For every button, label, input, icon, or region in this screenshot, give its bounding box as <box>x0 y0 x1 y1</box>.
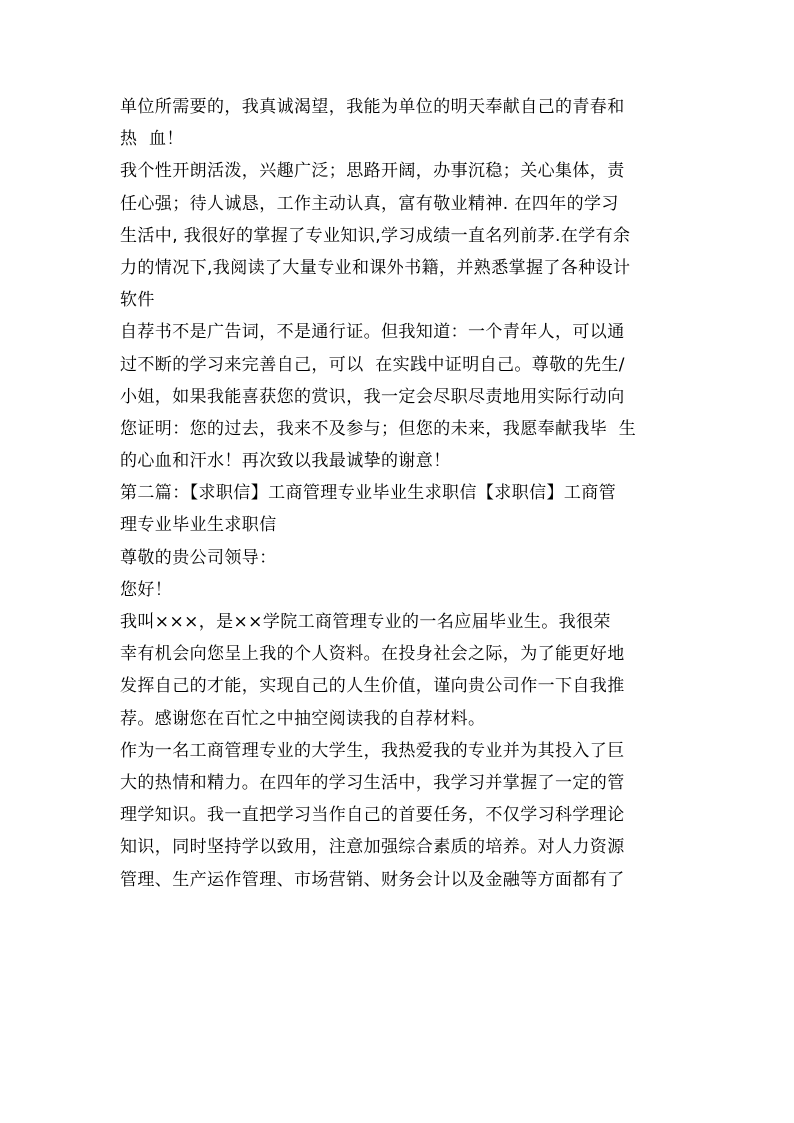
text-line: 您证明：您的过去，我来不及参与；但您的未来，我愿奉献我毕 生 <box>120 418 637 439</box>
section-heading-line: 理专业毕业生求职信 <box>120 515 277 536</box>
text-line: 生活中, 我很好的掌握了专业知识,学习成绩一直名列前茅.在学有余 <box>120 225 631 246</box>
section-heading-line: 第二篇：【求职信】工商管理专业毕业生求职信【求职信】工商管 <box>120 483 617 504</box>
text-line: 热 血！ <box>120 129 184 150</box>
text-line: 过不断的学习来完善自己，可以 在实践中证明自己。尊敬的先生/ <box>120 354 625 375</box>
text-line: 自荐书不是广告词，不是通行证。但我知道：一个青年人，可以通 <box>120 322 625 343</box>
text-line: 我叫×××，是××学院工商管理专业的一名应届毕业生。我很荣 <box>120 612 611 632</box>
text-line: 任心强；待人诚恳，工作主动认真，富有敬业精神. 在四年的学习 <box>120 193 619 214</box>
text-line: 幸有机会向您呈上我的个人资料。在投身社会之际，为了能更好地 <box>120 644 625 665</box>
greeting-line: 您好！ <box>120 579 173 600</box>
text-line: 的心血和汗水！再次致以我最诚挚的谢意！ <box>120 451 451 472</box>
text-line: 荐。感谢您在百忙之中抽空阅读我的自荐材料。 <box>120 708 486 729</box>
text-line: 大的热情和精力。在四年的学习生活中，我学习并掌握了一定的管 <box>120 772 625 793</box>
text-line: 发挥自己的才能，实现自己的人生价值，谨向贵公司作一下自我推 <box>120 676 625 697</box>
text-line: 小姐，如果我能喜获您的赏识，我一定会尽职尽责地用实际行动向 <box>120 386 625 407</box>
text-line: 软件 <box>120 290 155 311</box>
text-line: 知识，同时坚持学以致用，注意加强综合素质的培养。对人力资源 <box>120 837 625 858</box>
text-line: 理学知识。我一直把学习当作自己的首要任务，不仅学习科学理论 <box>120 805 625 826</box>
text-line: 我个性开朗活泼，兴趣广泛；思路开阔，办事沉稳；关心集体，责 <box>120 161 625 182</box>
text-line: 管理、生产运作管理、市场营销、财务会计以及金融等方面都有了 <box>120 869 625 890</box>
text-line: 作为一名工商管理专业的大学生，我热爱我的专业并为其投入了巨 <box>120 740 625 761</box>
text-line: 单位所需要的，我真诚渴望，我能为单位的明天奉献自己的青春和 <box>120 97 625 117</box>
document-body <box>120 91 676 896</box>
salutation-line: 尊敬的贵公司领导： <box>120 547 277 568</box>
text-line: 力的情况下,我阅读了大量专业和课外书籍，并熟悉掌握了各种设计 <box>120 257 631 278</box>
